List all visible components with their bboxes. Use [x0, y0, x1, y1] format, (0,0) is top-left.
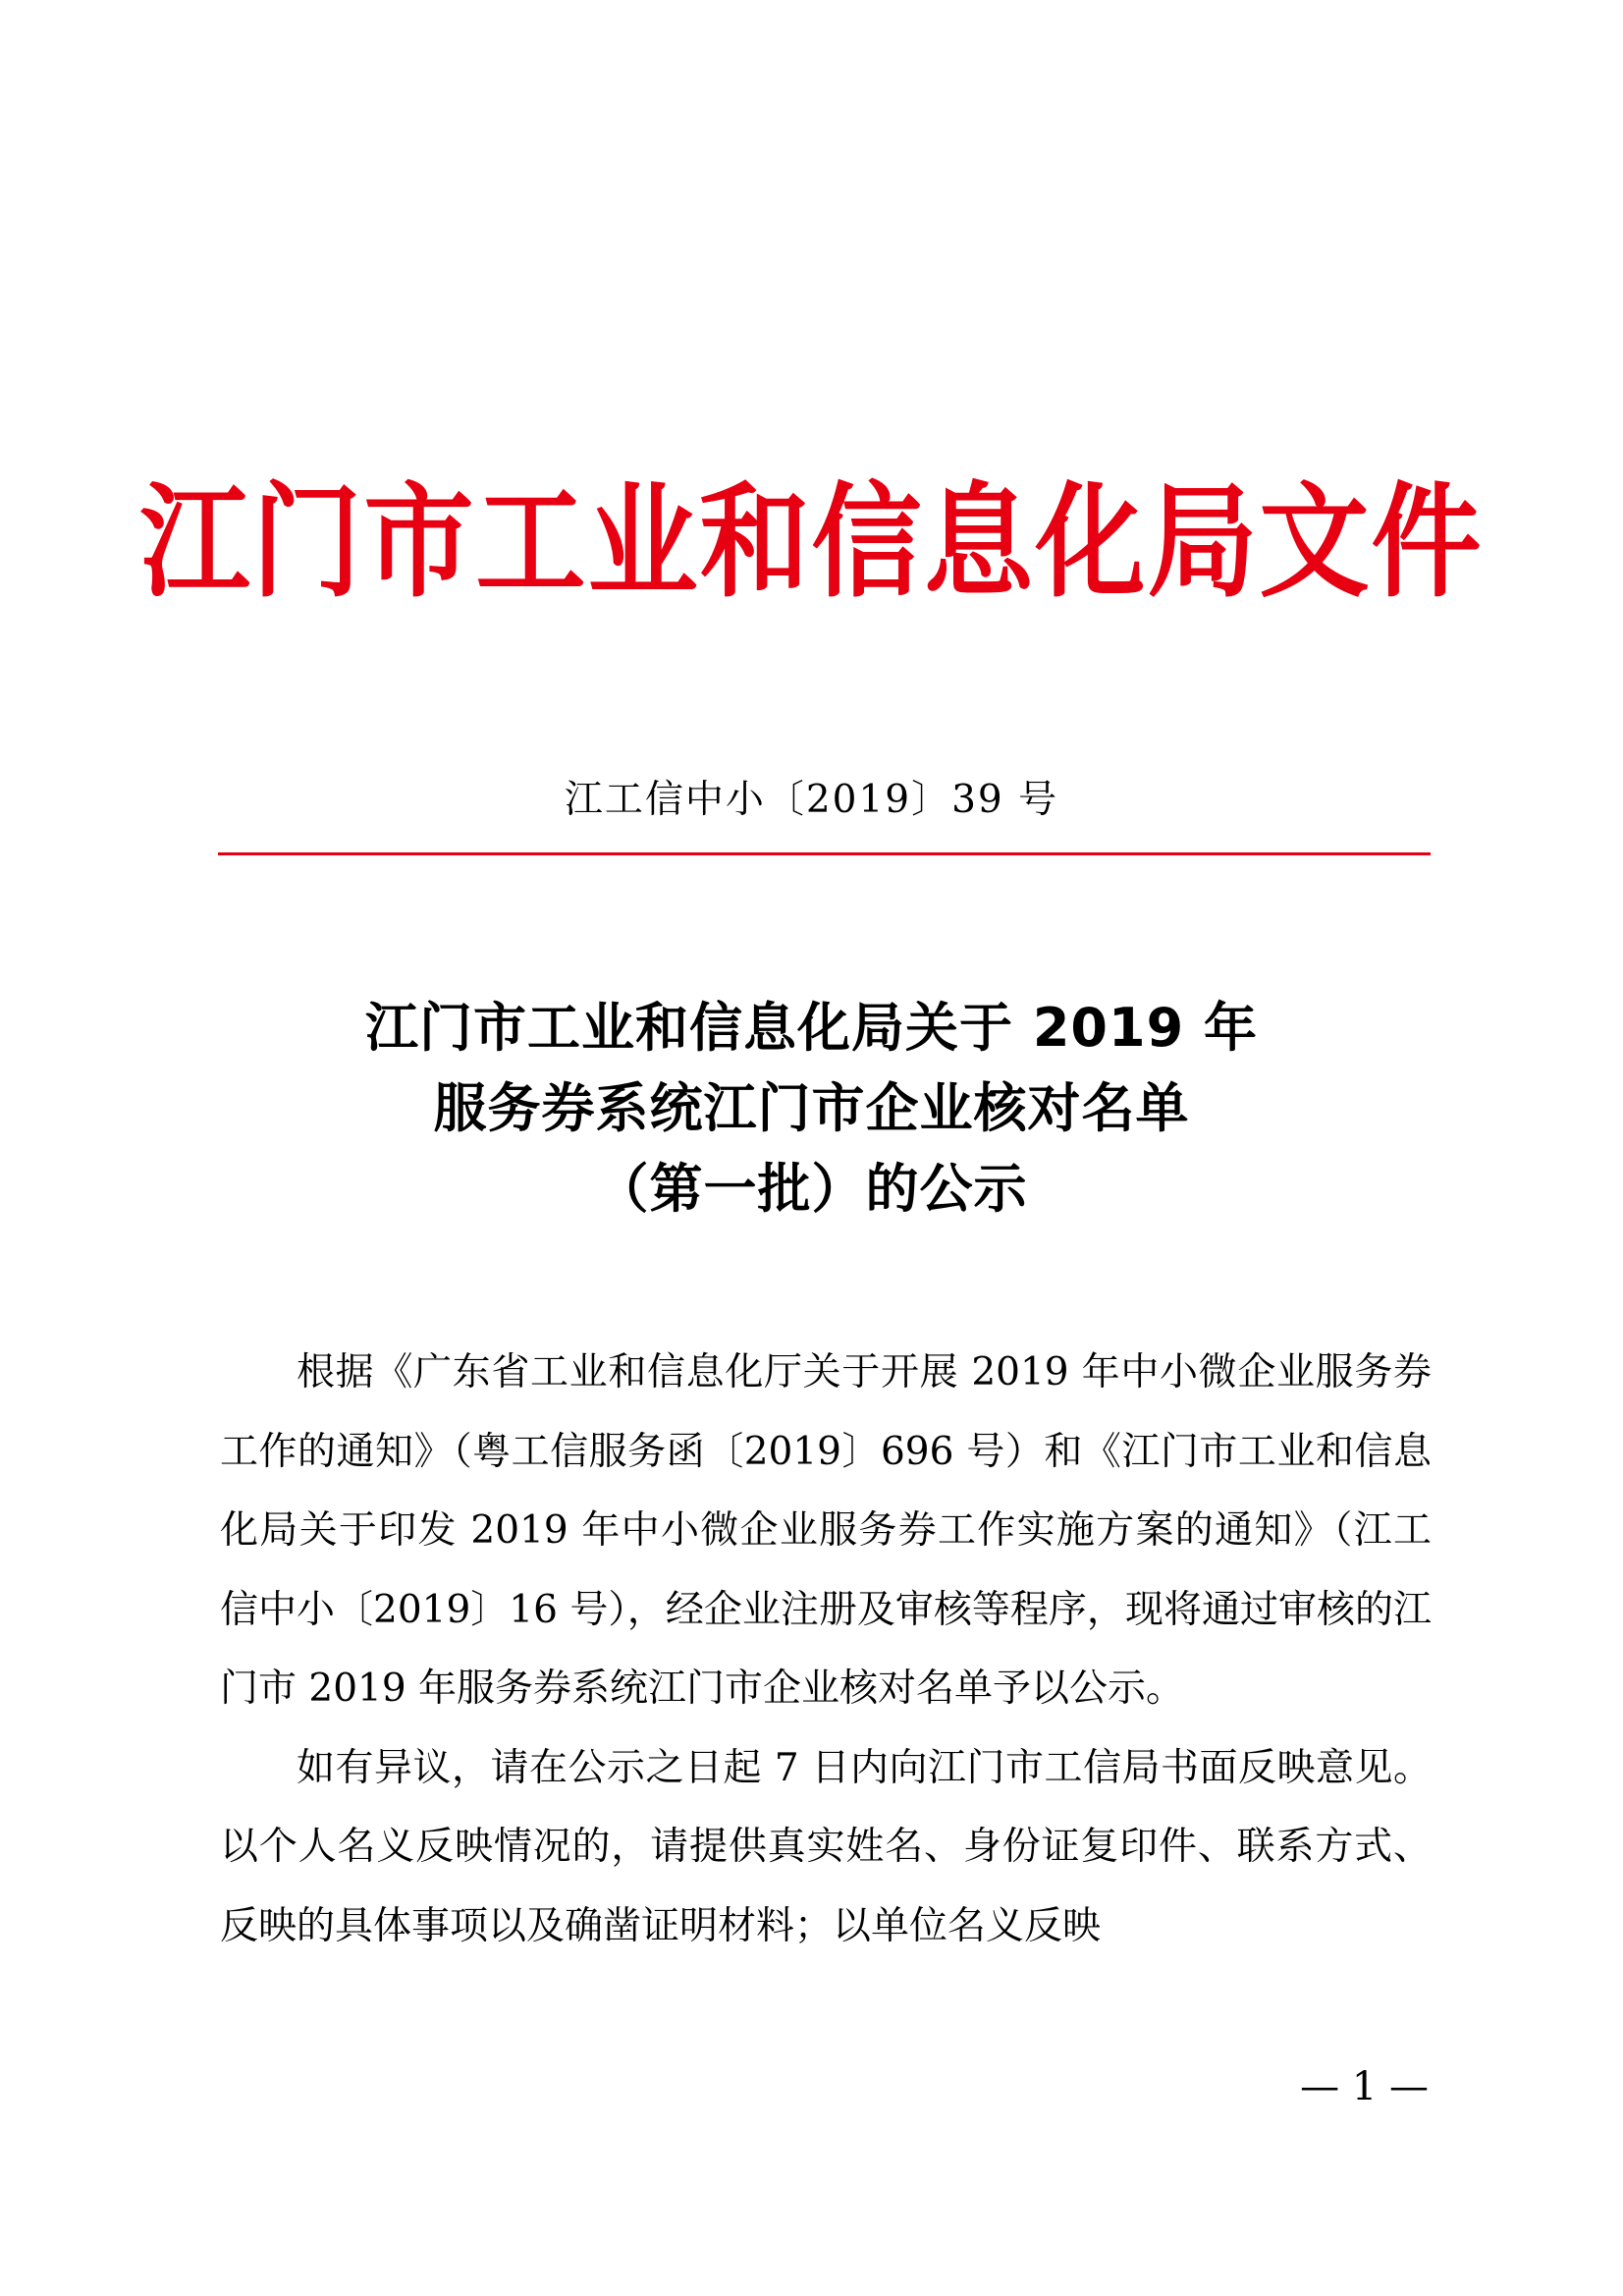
- title-line: 服务券系统江门市企业核对名单: [433, 1077, 1190, 1139]
- document-number: 江工信中小〔2019〕39 号: [564, 778, 1059, 822]
- title-line: 江门市工业和信息化局关于 2019 年: [365, 997, 1258, 1059]
- document-title: [0, 988, 1623, 1230]
- body-paragraph: 根据《广东省工业和信息化厅关于开展 2019 年中小微企业服务券工作的通知》（粤工信服务函〔2019〕696 号）和《江门市工业和信息化局关于印发 2019 年中小微企业服务券工作实施方案的通知》（江工信中小〔2019〕16 号），经企业注册及审核等程序，现将通过审核的江门市 2019 年服务券系统江门市企业核对名单予以公示。: [220, 1350, 1432, 1711]
- page-number: — 1 —: [1300, 2064, 1429, 2109]
- red-separator-line: [218, 852, 1431, 855]
- title-line: （第一批）的公示: [595, 1158, 1028, 1220]
- body-paragraph: 如有异议，请在公示之日起 7 日内向江门市工信局书面反映意见。以个人名义反映情况的，请提供真实姓名、身份证复印件、联系方式、反映的具体事项以及确凿证明材料；以单位名义反映: [220, 1745, 1432, 1948]
- body-text: [220, 1334, 1432, 1966]
- issuer-header: 江门市工业和信息化局文件: [139, 471, 1484, 615]
